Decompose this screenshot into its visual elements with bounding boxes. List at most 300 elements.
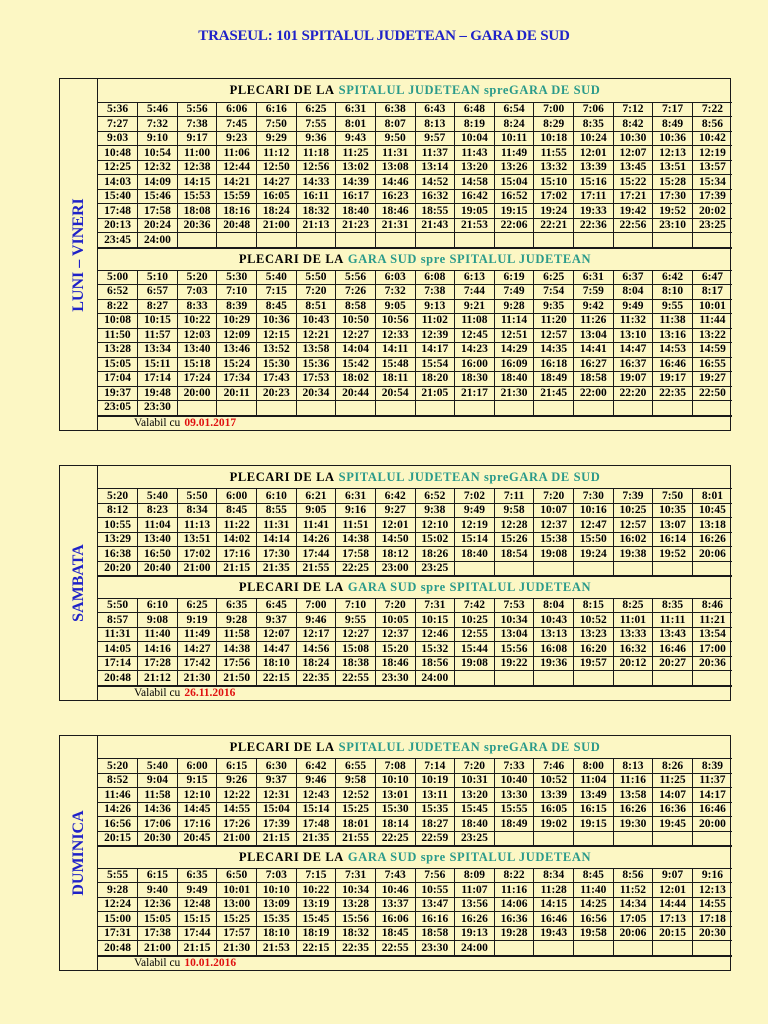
departure-time-cell: 15:35 xyxy=(257,912,297,927)
timetable-row xyxy=(98,218,732,233)
departure-time-cell: 14:39 xyxy=(336,175,376,190)
departure-time-cell: 10:42 xyxy=(692,131,732,146)
departure-time-cell: 14:06 xyxy=(494,897,534,912)
departure-time-cell: 14:46 xyxy=(375,175,415,190)
departure-time-cell: 21:00 xyxy=(177,561,217,576)
departure-time-cell: 14:45 xyxy=(177,802,217,817)
departure-time-cell: 10:56 xyxy=(375,314,415,329)
departure-time-cell: 6:13 xyxy=(455,271,495,285)
departure-time-cell: 18:27 xyxy=(415,817,455,832)
departure-time-cell: 18:16 xyxy=(217,204,257,219)
departure-time-cell: 10:43 xyxy=(534,613,574,628)
departure-time-cell: 10:04 xyxy=(455,131,495,146)
timetable-row xyxy=(98,883,732,898)
departure-time-cell: 20:30 xyxy=(138,831,178,846)
departure-time-cell: 21:23 xyxy=(336,218,376,233)
departure-time-cell: 8:09 xyxy=(455,869,495,883)
departure-time-cell: 15:08 xyxy=(336,642,376,657)
departure-time-cell: 22:06 xyxy=(494,218,534,233)
departure-time-cell: 7:06 xyxy=(574,103,614,117)
departure-time-cell: 7:38 xyxy=(177,117,217,132)
departure-time-cell: 6:48 xyxy=(455,103,495,117)
departure-time-cell: 20:13 xyxy=(98,218,138,233)
departure-time-cell: 17:58 xyxy=(336,547,376,562)
timetable-row xyxy=(98,642,732,657)
departure-time-cell: 8:13 xyxy=(415,117,455,132)
departure-time-cell xyxy=(574,941,614,956)
departure-time-cell: 9:50 xyxy=(375,131,415,146)
departure-time-cell: 19:24 xyxy=(534,204,574,219)
departure-time-cell xyxy=(613,401,653,416)
departure-time-cell: 8:26 xyxy=(653,759,693,773)
departure-time-cell: 18:32 xyxy=(296,204,336,219)
departure-time-cell: 7:26 xyxy=(336,285,376,300)
timetable-row xyxy=(98,817,732,832)
departure-time-cell: 8:22 xyxy=(494,869,534,883)
departure-time-cell: 11:14 xyxy=(494,314,534,329)
departure-time-cell: 9:05 xyxy=(296,503,336,518)
departure-time-cell: 6:15 xyxy=(217,759,257,773)
departure-time-cell: 14:38 xyxy=(336,532,376,547)
departure-time-cell: 18:55 xyxy=(415,204,455,219)
departure-time-cell: 6:25 xyxy=(296,103,336,117)
departure-time-cell: 14:56 xyxy=(296,642,336,657)
validity-text: Valabil cu xyxy=(134,417,181,430)
departure-time-cell: 16:23 xyxy=(375,189,415,204)
departure-time-cell: 20:30 xyxy=(692,926,732,941)
departure-time-cell: 8:58 xyxy=(336,299,376,314)
departure-time-cell: 6:37 xyxy=(613,271,653,285)
departure-time-cell xyxy=(296,233,336,248)
departure-time-cell: 21:17 xyxy=(455,386,495,401)
departure-time-cell: 7:27 xyxy=(98,117,138,132)
departure-time-cell: 9:16 xyxy=(692,869,732,883)
departure-time-cell: 8:19 xyxy=(455,117,495,132)
departure-time-cell: 13:51 xyxy=(177,532,217,547)
departure-time-cell: 14:33 xyxy=(296,175,336,190)
departure-time-cell: 18:56 xyxy=(415,656,455,671)
departure-time-cell: 14:11 xyxy=(375,343,415,358)
departure-time-cell: 21:55 xyxy=(296,561,336,576)
departure-time-cell: 8:15 xyxy=(574,599,614,613)
departure-time-cell: 9:49 xyxy=(613,299,653,314)
departure-time-cell: 7:54 xyxy=(534,285,574,300)
departure-time-cell: 8:46 xyxy=(692,599,732,613)
timetable-row xyxy=(98,613,732,628)
departure-time-cell: 11:49 xyxy=(177,627,217,642)
departure-time-cell: 17:24 xyxy=(177,372,217,387)
departure-time-cell: 16:18 xyxy=(534,357,574,372)
departure-time-cell: 15:11 xyxy=(138,357,178,372)
departure-time-cell: 10:10 xyxy=(257,883,297,898)
departure-time-cell: 7:10 xyxy=(336,599,376,613)
departure-time-cell: 16:46 xyxy=(653,642,693,657)
departure-time-cell: 12:15 xyxy=(257,328,297,343)
departure-time-cell xyxy=(494,233,534,248)
departure-time-cell: 12:38 xyxy=(177,160,217,175)
departure-time-cell: 13:39 xyxy=(534,788,574,803)
departure-time-cell: 14:34 xyxy=(613,897,653,912)
departure-time-cell: 11:28 xyxy=(534,883,574,898)
departure-time-cell xyxy=(692,561,732,576)
departure-time-cell: 11:49 xyxy=(494,146,534,161)
timetable-row xyxy=(98,160,732,175)
departure-time-cell: 9:55 xyxy=(653,299,693,314)
departure-time-cell: 8:07 xyxy=(375,117,415,132)
departure-time-cell: 18:46 xyxy=(375,656,415,671)
departure-time-cell: 13:08 xyxy=(375,160,415,175)
departure-time-cell: 18:38 xyxy=(336,656,376,671)
departure-time-cell: 20:15 xyxy=(98,831,138,846)
departure-time-cell: 9:46 xyxy=(296,773,336,788)
departure-time-cell: 5:40 xyxy=(138,489,178,503)
departure-time-cell: 17:42 xyxy=(177,656,217,671)
departure-time-cell: 12:13 xyxy=(653,146,693,161)
departure-time-cell: 14:38 xyxy=(217,642,257,657)
departure-time-cell: 22:20 xyxy=(613,386,653,401)
departure-time-cell: 10:36 xyxy=(257,314,297,329)
departure-time-cell: 10:55 xyxy=(98,518,138,533)
departure-time-cell: 17:02 xyxy=(177,547,217,562)
departure-time-cell xyxy=(574,401,614,416)
departure-time-cell: 8:10 xyxy=(653,285,693,300)
direction-prefix: PLECARI DE LA xyxy=(238,251,344,266)
section-body xyxy=(98,736,732,970)
departure-time-cell: 20:40 xyxy=(138,561,178,576)
timetable-row xyxy=(98,912,732,927)
departure-time-cell: 16:08 xyxy=(534,642,574,657)
departure-time-cell: 11:41 xyxy=(296,518,336,533)
departure-time-cell: 15:40 xyxy=(98,189,138,204)
departure-time-cell: 22:55 xyxy=(336,671,376,686)
departure-time-cell: 12:36 xyxy=(138,897,178,912)
departure-time-cell: 17:53 xyxy=(296,372,336,387)
departure-time-cell: 11:55 xyxy=(534,146,574,161)
departure-time-cell xyxy=(653,233,693,248)
departure-time-cell xyxy=(217,233,257,248)
departure-time-cell: 10:35 xyxy=(653,503,693,518)
departure-time-cell: 10:55 xyxy=(415,883,455,898)
departure-time-cell: 16:50 xyxy=(138,547,178,562)
departure-time-cell: 22:35 xyxy=(296,671,336,686)
departure-time-cell: 24:00 xyxy=(138,233,178,248)
departure-time-cell: 7:08 xyxy=(375,759,415,773)
departure-time-cell: 14:23 xyxy=(455,343,495,358)
departure-time-cell: 9:29 xyxy=(257,131,297,146)
departure-time-cell: 8:57 xyxy=(98,613,138,628)
departure-time-cell: 14:15 xyxy=(534,897,574,912)
page-title: TRASEUL: 101 SPITALUL JUDETEAN – GARA DE SUD xyxy=(198,28,570,44)
departure-time-cell: 19:24 xyxy=(574,547,614,562)
departure-time-cell: 11:52 xyxy=(613,883,653,898)
departure-time-cell: 18:45 xyxy=(375,926,415,941)
departure-time-cell: 20:36 xyxy=(692,656,732,671)
departure-time-cell: 16:05 xyxy=(534,802,574,817)
departure-time-cell: 6:42 xyxy=(653,271,693,285)
departure-time-cell: 6:31 xyxy=(336,489,376,503)
departure-time-cell: 17:18 xyxy=(692,912,732,927)
timetable xyxy=(98,599,732,686)
departure-time-cell xyxy=(574,233,614,248)
departure-time-cell: 11:31 xyxy=(98,627,138,642)
departure-time-cell: 15:36 xyxy=(296,357,336,372)
departure-time-cell: 6:00 xyxy=(217,489,257,503)
departure-time-cell: 13:00 xyxy=(217,897,257,912)
departure-time-cell: 7:32 xyxy=(138,117,178,132)
departure-time-cell: 17:34 xyxy=(217,372,257,387)
departure-time-cell: 19:28 xyxy=(494,926,534,941)
departure-time-cell: 20:00 xyxy=(177,386,217,401)
departure-time-cell: 15:59 xyxy=(217,189,257,204)
departure-time-cell: 18:32 xyxy=(336,926,376,941)
departure-time-cell: 11:04 xyxy=(138,518,178,533)
departure-time-cell: 5:36 xyxy=(98,103,138,117)
departure-time-cell: 9:23 xyxy=(217,131,257,146)
departure-time-cell: 16:36 xyxy=(653,802,693,817)
departure-time-cell: 13:52 xyxy=(257,343,297,358)
departure-time-cell: 19:15 xyxy=(494,204,534,219)
departure-time-cell: 12:28 xyxy=(494,518,534,533)
departure-time-cell: 7:02 xyxy=(455,489,495,503)
departure-time-cell: 20:20 xyxy=(98,561,138,576)
departure-time-cell: 5:20 xyxy=(177,271,217,285)
validity-note xyxy=(98,956,732,970)
departure-time-cell: 21:31 xyxy=(375,218,415,233)
validity-note xyxy=(98,686,732,700)
departure-time-cell: 11:07 xyxy=(455,883,495,898)
timetable-row xyxy=(98,285,732,300)
timetable-row xyxy=(98,357,732,372)
departure-time-cell: 21:15 xyxy=(177,941,217,956)
departure-time-cell: 14:14 xyxy=(257,532,297,547)
departure-time-cell: 13:22 xyxy=(692,328,732,343)
departure-time-cell: 17:05 xyxy=(613,912,653,927)
departure-time-cell: 8:29 xyxy=(534,117,574,132)
departure-time-cell xyxy=(534,401,574,416)
departure-time-cell: 19:33 xyxy=(574,204,614,219)
departure-time-cell: 17:16 xyxy=(217,547,257,562)
departure-time-cell: 20:15 xyxy=(653,926,693,941)
departure-time-cell: 22:15 xyxy=(296,941,336,956)
departure-time-cell: 7:50 xyxy=(653,489,693,503)
departure-time-cell: 10:34 xyxy=(494,613,534,628)
departure-time-cell: 21:50 xyxy=(217,671,257,686)
departure-time-cell: 5:00 xyxy=(98,271,138,285)
departure-time-cell: 7:45 xyxy=(217,117,257,132)
departure-time-cell: 21:35 xyxy=(257,561,297,576)
timetable-row xyxy=(98,897,732,912)
departure-time-cell xyxy=(455,233,495,248)
departure-time-cell: 10:52 xyxy=(574,613,614,628)
day-label: LUNI – VINERI xyxy=(69,197,87,312)
departure-time-cell: 21:30 xyxy=(177,671,217,686)
departure-time-cell: 8:04 xyxy=(534,599,574,613)
timetable-row xyxy=(98,299,732,314)
departure-time-cell: 13:07 xyxy=(653,518,693,533)
departure-time-cell: 7:10 xyxy=(217,285,257,300)
departure-time-cell: 16:55 xyxy=(692,357,732,372)
departure-time-cell: 6:25 xyxy=(534,271,574,285)
departure-time-cell: 8:27 xyxy=(138,299,178,314)
departure-time-cell: 10:43 xyxy=(296,314,336,329)
departure-time-cell: 13:40 xyxy=(138,532,178,547)
departure-time-cell: 15:32 xyxy=(415,642,455,657)
departure-time-cell: 13:46 xyxy=(217,343,257,358)
departure-time-cell xyxy=(375,401,415,416)
departure-time-cell: 7:20 xyxy=(375,599,415,613)
departure-time-cell: 18:40 xyxy=(455,817,495,832)
departure-time-cell: 12:21 xyxy=(296,328,336,343)
timetable-row xyxy=(98,759,732,773)
departure-time-cell: 17:30 xyxy=(653,189,693,204)
direction-header xyxy=(98,466,732,489)
departure-time-cell: 8:01 xyxy=(692,489,732,503)
departure-time-cell: 13:23 xyxy=(574,627,614,642)
departure-time-cell: 18:58 xyxy=(415,926,455,941)
schedule-section-weekdays xyxy=(59,78,731,431)
departure-time-cell: 12:22 xyxy=(217,788,257,803)
day-label-cell xyxy=(60,466,98,700)
departure-time-cell: 13:58 xyxy=(613,788,653,803)
departure-time-cell: 14:58 xyxy=(455,175,495,190)
departure-time-cell xyxy=(692,941,732,956)
departure-time-cell: 15:00 xyxy=(98,912,138,927)
departure-time-cell: 11:50 xyxy=(98,328,138,343)
departure-time-cell xyxy=(177,233,217,248)
timetable-row xyxy=(98,343,732,358)
departure-time-cell: 14:55 xyxy=(217,802,257,817)
departure-time-cell: 11:51 xyxy=(336,518,376,533)
departure-time-cell: 7:20 xyxy=(455,759,495,773)
departure-time-cell: 7:00 xyxy=(296,599,336,613)
departure-time-cell: 7:50 xyxy=(257,117,297,132)
departure-time-cell xyxy=(375,233,415,248)
section-body xyxy=(98,79,732,430)
departure-time-cell: 18:02 xyxy=(336,372,376,387)
departure-time-cell: 14:26 xyxy=(296,532,336,547)
departure-time-cell: 9:03 xyxy=(98,131,138,146)
departure-time-cell: 9:21 xyxy=(455,299,495,314)
departure-time-cell: 18:58 xyxy=(574,372,614,387)
departure-time-cell: 12:07 xyxy=(613,146,653,161)
timetable-row xyxy=(98,103,732,117)
departure-time-cell: 12:19 xyxy=(455,518,495,533)
departure-time-cell: 14:15 xyxy=(177,175,217,190)
departure-time-cell: 6:50 xyxy=(217,869,257,883)
departure-time-cell: 12:01 xyxy=(375,518,415,533)
departure-time-cell xyxy=(653,401,693,416)
departure-time-cell: 12:48 xyxy=(177,897,217,912)
departure-time-cell: 12:07 xyxy=(257,627,297,642)
timetable-row xyxy=(98,489,732,503)
departure-time-cell: 15:16 xyxy=(574,175,614,190)
departure-time-cell: 17:58 xyxy=(138,204,178,219)
departure-time-cell: 10:07 xyxy=(534,503,574,518)
departure-time-cell: 22:35 xyxy=(653,386,693,401)
departure-time-cell: 13:04 xyxy=(574,328,614,343)
departure-time-cell: 21:00 xyxy=(217,831,257,846)
departure-time-cell: 9:13 xyxy=(415,299,455,314)
departure-time-cell: 9:10 xyxy=(138,131,178,146)
direction-header xyxy=(98,79,732,103)
departure-time-cell: 23:10 xyxy=(653,218,693,233)
departure-time-cell: 22:35 xyxy=(336,941,376,956)
departure-time-cell: 15:14 xyxy=(455,532,495,547)
departure-time-cell: 5:40 xyxy=(138,759,178,773)
departure-time-cell: 6:08 xyxy=(415,271,455,285)
departure-time-cell: 6:55 xyxy=(336,759,376,773)
departure-time-cell: 7:59 xyxy=(574,285,614,300)
departure-time-cell xyxy=(534,561,574,576)
departure-time-cell: 14:36 xyxy=(138,802,178,817)
timetable-row xyxy=(98,599,732,613)
departure-time-cell: 23:30 xyxy=(415,941,455,956)
departure-time-cell: 21:55 xyxy=(336,831,376,846)
departure-time-cell: 8:13 xyxy=(613,759,653,773)
departure-time-cell: 13:14 xyxy=(415,160,455,175)
departure-time-cell: 15:04 xyxy=(494,175,534,190)
departure-time-cell: 23:45 xyxy=(98,233,138,248)
timetable-row xyxy=(98,926,732,941)
departure-time-cell: 7:03 xyxy=(257,869,297,883)
departure-time-cell: 12:56 xyxy=(296,160,336,175)
departure-time-cell: 18:40 xyxy=(336,204,376,219)
departure-time-cell: 11:58 xyxy=(138,788,178,803)
departure-time-cell: 11:25 xyxy=(336,146,376,161)
departure-time-cell: 14:09 xyxy=(138,175,178,190)
departure-time-cell: 15:28 xyxy=(653,175,693,190)
departure-time-cell: 13:33 xyxy=(613,627,653,642)
departure-time-cell: 15:34 xyxy=(692,175,732,190)
departure-time-cell: 12:51 xyxy=(494,328,534,343)
departure-time-cell: 20:23 xyxy=(257,386,297,401)
departure-time-cell: 16:20 xyxy=(574,642,614,657)
departure-time-cell: 19:52 xyxy=(653,547,693,562)
departure-time-cell: 7:22 xyxy=(692,103,732,117)
departure-time-cell: 15:30 xyxy=(375,802,415,817)
departure-time-cell: 8:17 xyxy=(692,285,732,300)
departure-time-cell: 17:28 xyxy=(138,656,178,671)
departure-time-cell: 14:47 xyxy=(613,343,653,358)
departure-time-cell: 16:05 xyxy=(257,189,297,204)
departure-time-cell: 6:03 xyxy=(375,271,415,285)
departure-time-cell: 12:33 xyxy=(375,328,415,343)
departure-time-cell xyxy=(257,401,297,416)
departure-time-cell xyxy=(494,561,534,576)
departure-time-cell: 15:04 xyxy=(257,802,297,817)
departure-time-cell: 24:00 xyxy=(455,941,495,956)
departure-time-cell: 18:49 xyxy=(534,372,574,387)
departure-time-cell: 11:58 xyxy=(217,627,257,642)
departure-time-cell: 5:55 xyxy=(98,869,138,883)
departure-time-cell xyxy=(534,233,574,248)
departure-time-cell: 12:17 xyxy=(296,627,336,642)
departure-time-cell: 23:05 xyxy=(98,401,138,416)
departure-time-cell: 14:47 xyxy=(257,642,297,657)
departure-time-cell: 5:50 xyxy=(177,489,217,503)
departure-time-cell: 9:36 xyxy=(296,131,336,146)
departure-time-cell: 20:02 xyxy=(692,204,732,219)
departure-time-cell: 22:55 xyxy=(375,941,415,956)
departure-time-cell: 13:04 xyxy=(494,627,534,642)
departure-time-cell: 20:45 xyxy=(177,831,217,846)
departure-time-cell: 11:18 xyxy=(296,146,336,161)
departure-time-cell: 5:50 xyxy=(98,599,138,613)
departure-time-cell: 7:03 xyxy=(177,285,217,300)
departure-time-cell: 9:17 xyxy=(177,131,217,146)
departure-time-cell xyxy=(574,831,614,846)
departure-time-cell: 13:28 xyxy=(98,343,138,358)
